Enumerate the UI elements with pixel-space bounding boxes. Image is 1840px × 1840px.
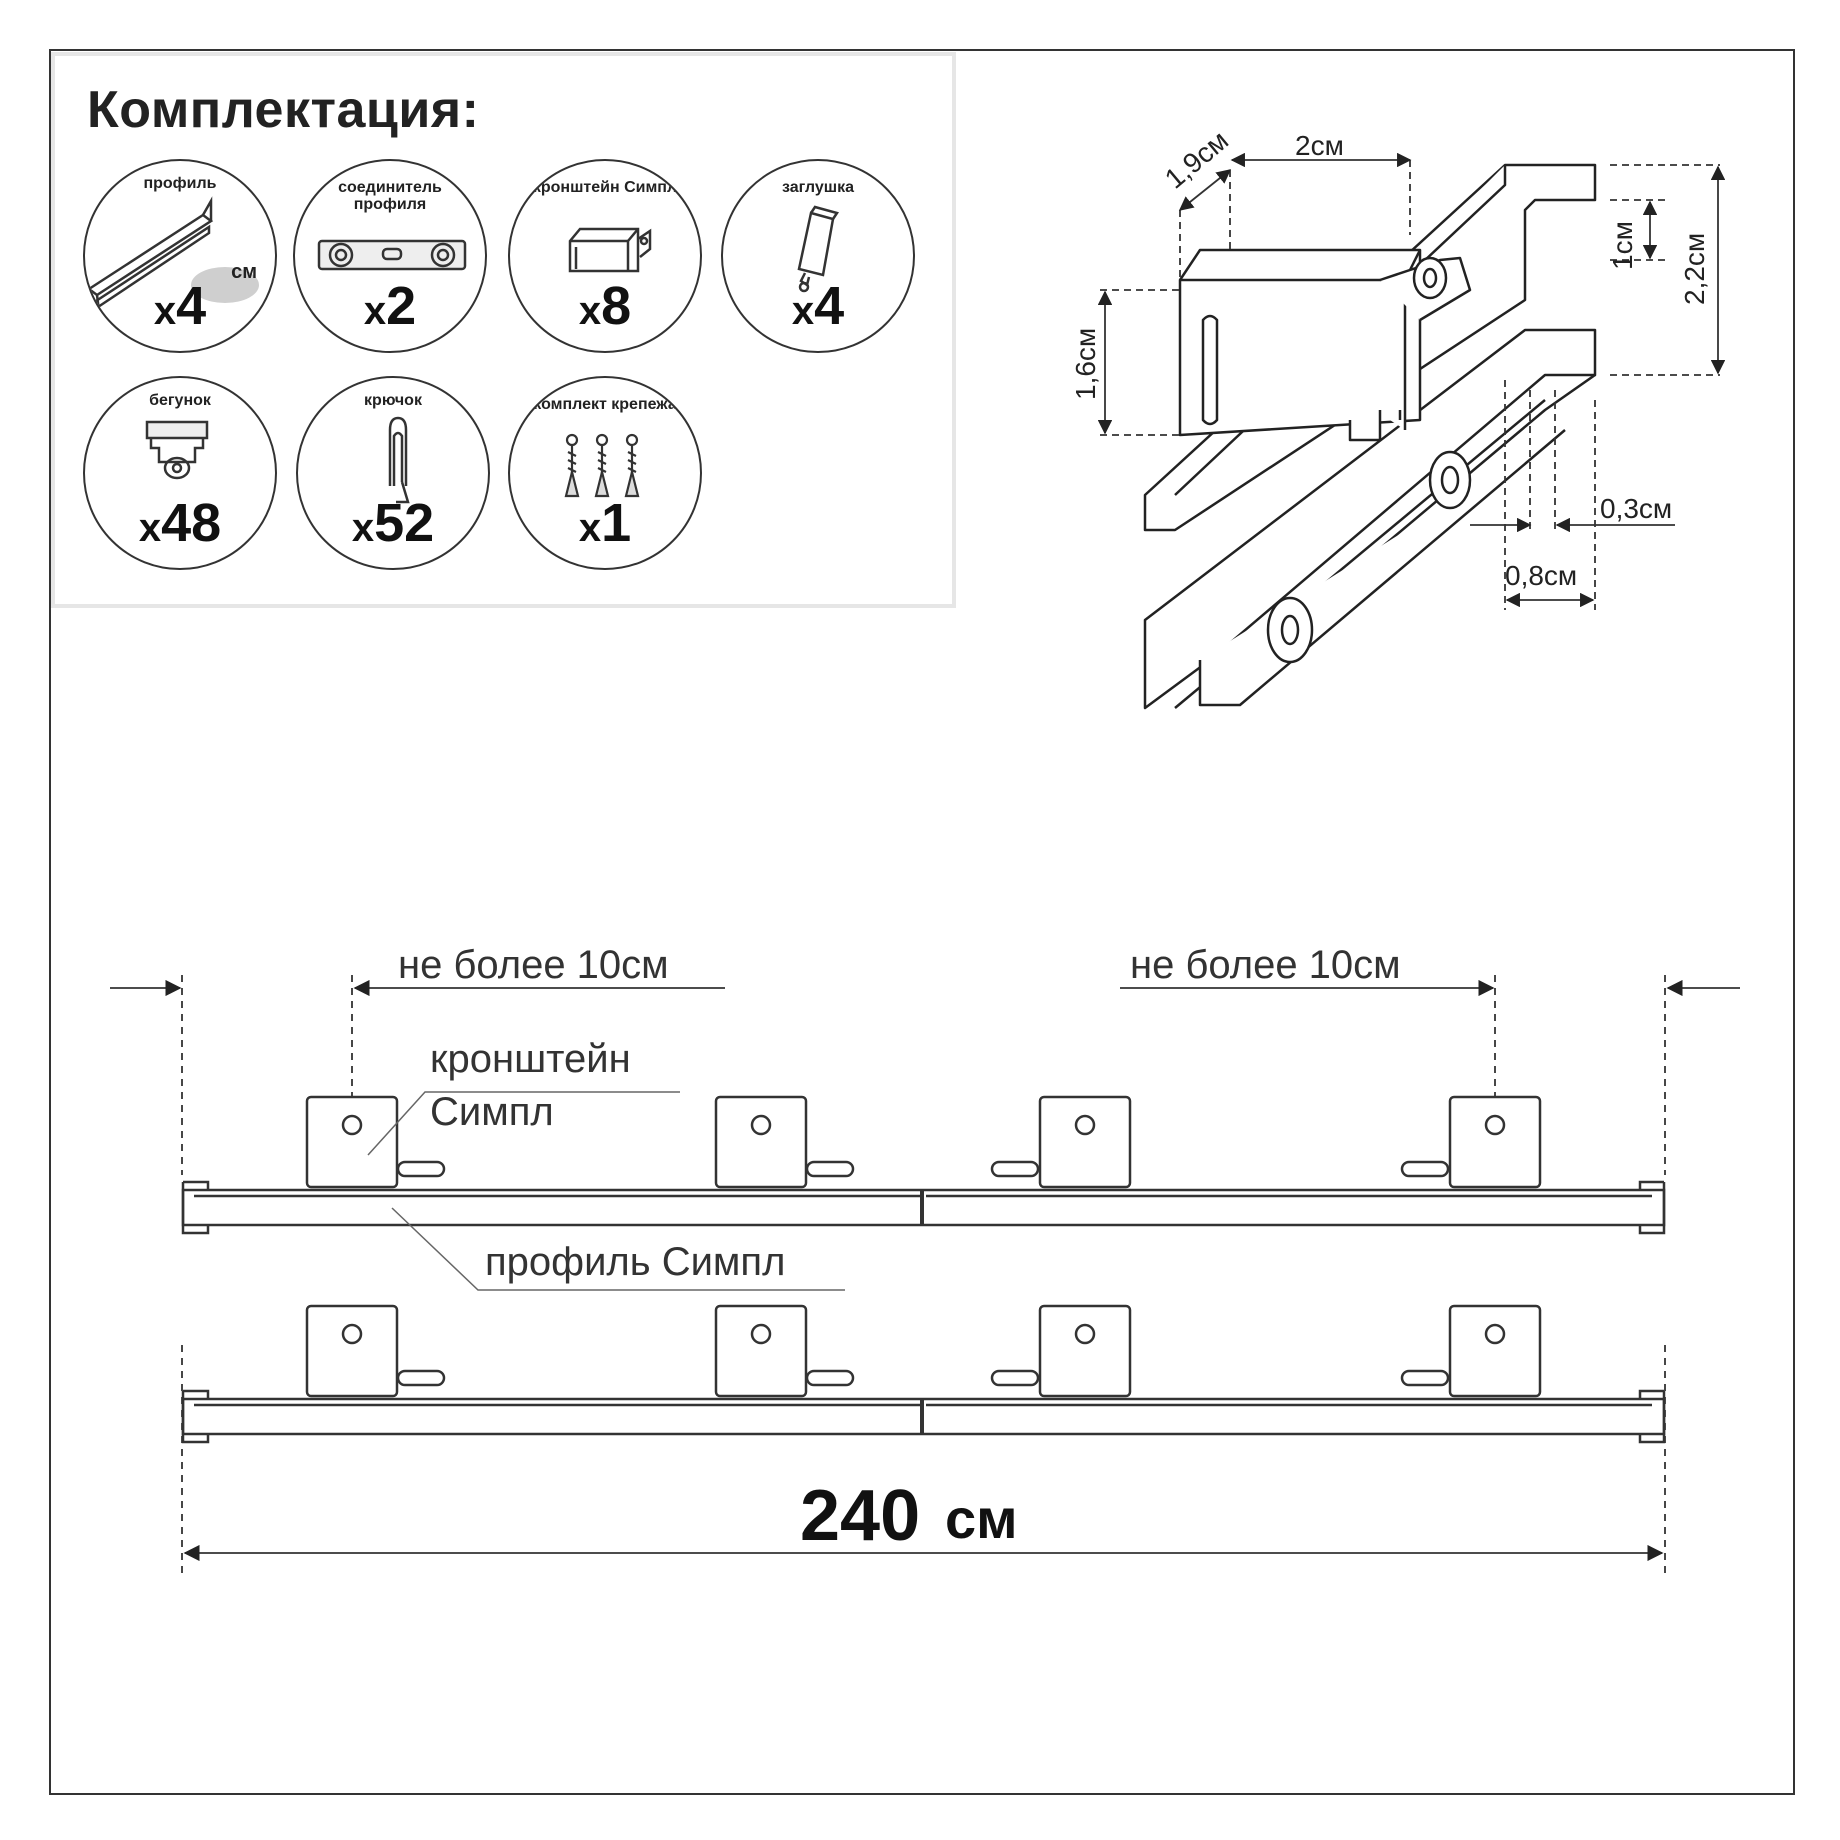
bracket — [992, 1097, 1130, 1187]
dim-bracket-height-label: 1,6см — [1070, 327, 1101, 400]
kit-item-label: кронштейн Симпл — [532, 179, 678, 196]
installation-layout-diagram — [100, 930, 1760, 1580]
bracket — [1402, 1097, 1540, 1187]
kit-item-unit: см — [231, 261, 257, 283]
kit-item-glider — [83, 376, 277, 570]
kit-item-connector — [293, 159, 487, 353]
total-length-unit: см — [945, 1487, 1018, 1550]
total-length-value: 240 — [800, 1476, 921, 1556]
bracket-callout-line1: кронштейн — [430, 1037, 631, 1081]
bracket — [716, 1306, 853, 1396]
kit-item-label: комплект крепежа — [533, 396, 677, 413]
dim-groove-label: 1см — [1607, 221, 1638, 270]
bracket — [307, 1306, 444, 1396]
kit-item-qty: x2 — [363, 276, 417, 336]
dim-gap-label: 0,3см — [1600, 493, 1673, 524]
kit-item-qty: x1 — [578, 493, 632, 553]
kit-item-end-cap — [721, 159, 915, 353]
bracket — [1402, 1306, 1540, 1396]
kit-item-qty: x4 — [153, 276, 207, 336]
kit-item-label: соединитель профиля — [338, 179, 442, 213]
bracket — [307, 1097, 444, 1187]
dim-width-label: 2см — [1295, 130, 1344, 161]
profile-3d-diagram — [1060, 120, 1740, 730]
profile-callout: профиль Симпл — [485, 1240, 786, 1284]
max-right-label: не более 10см — [1130, 943, 1401, 987]
bracket-callout-line2: Симпл — [430, 1090, 554, 1134]
kit-item-label: бегунок — [149, 392, 211, 409]
kit-item-profile — [83, 159, 277, 353]
dim-profile-width-label: 0,8см — [1505, 560, 1578, 591]
kit-item-label: крючок — [364, 392, 422, 409]
profile-row-top — [183, 1097, 1664, 1233]
bracket — [992, 1306, 1130, 1396]
kit-item-qty: x52 — [351, 493, 435, 553]
kit-item-fasteners — [508, 376, 702, 570]
kit-item-hook — [296, 376, 490, 570]
bracket — [716, 1097, 853, 1187]
kit-item-qty: x48 — [138, 493, 222, 553]
dim-profile-height-label: 2,2см — [1679, 232, 1710, 305]
kit-item-label: профиль — [143, 175, 217, 192]
kit-item-qty: x4 — [791, 276, 845, 336]
kit-item-label: заглушка — [782, 179, 854, 196]
profile-row-bottom — [183, 1306, 1664, 1442]
kit-title: Комплектация: — [87, 81, 480, 139]
kit-contents-panel — [51, 52, 956, 608]
kit-item-qty: x8 — [578, 276, 632, 336]
dim-depth-label: 1,9см — [1158, 124, 1235, 195]
kit-item-bracket — [508, 159, 702, 353]
max-left-label: не более 10см — [398, 943, 669, 987]
